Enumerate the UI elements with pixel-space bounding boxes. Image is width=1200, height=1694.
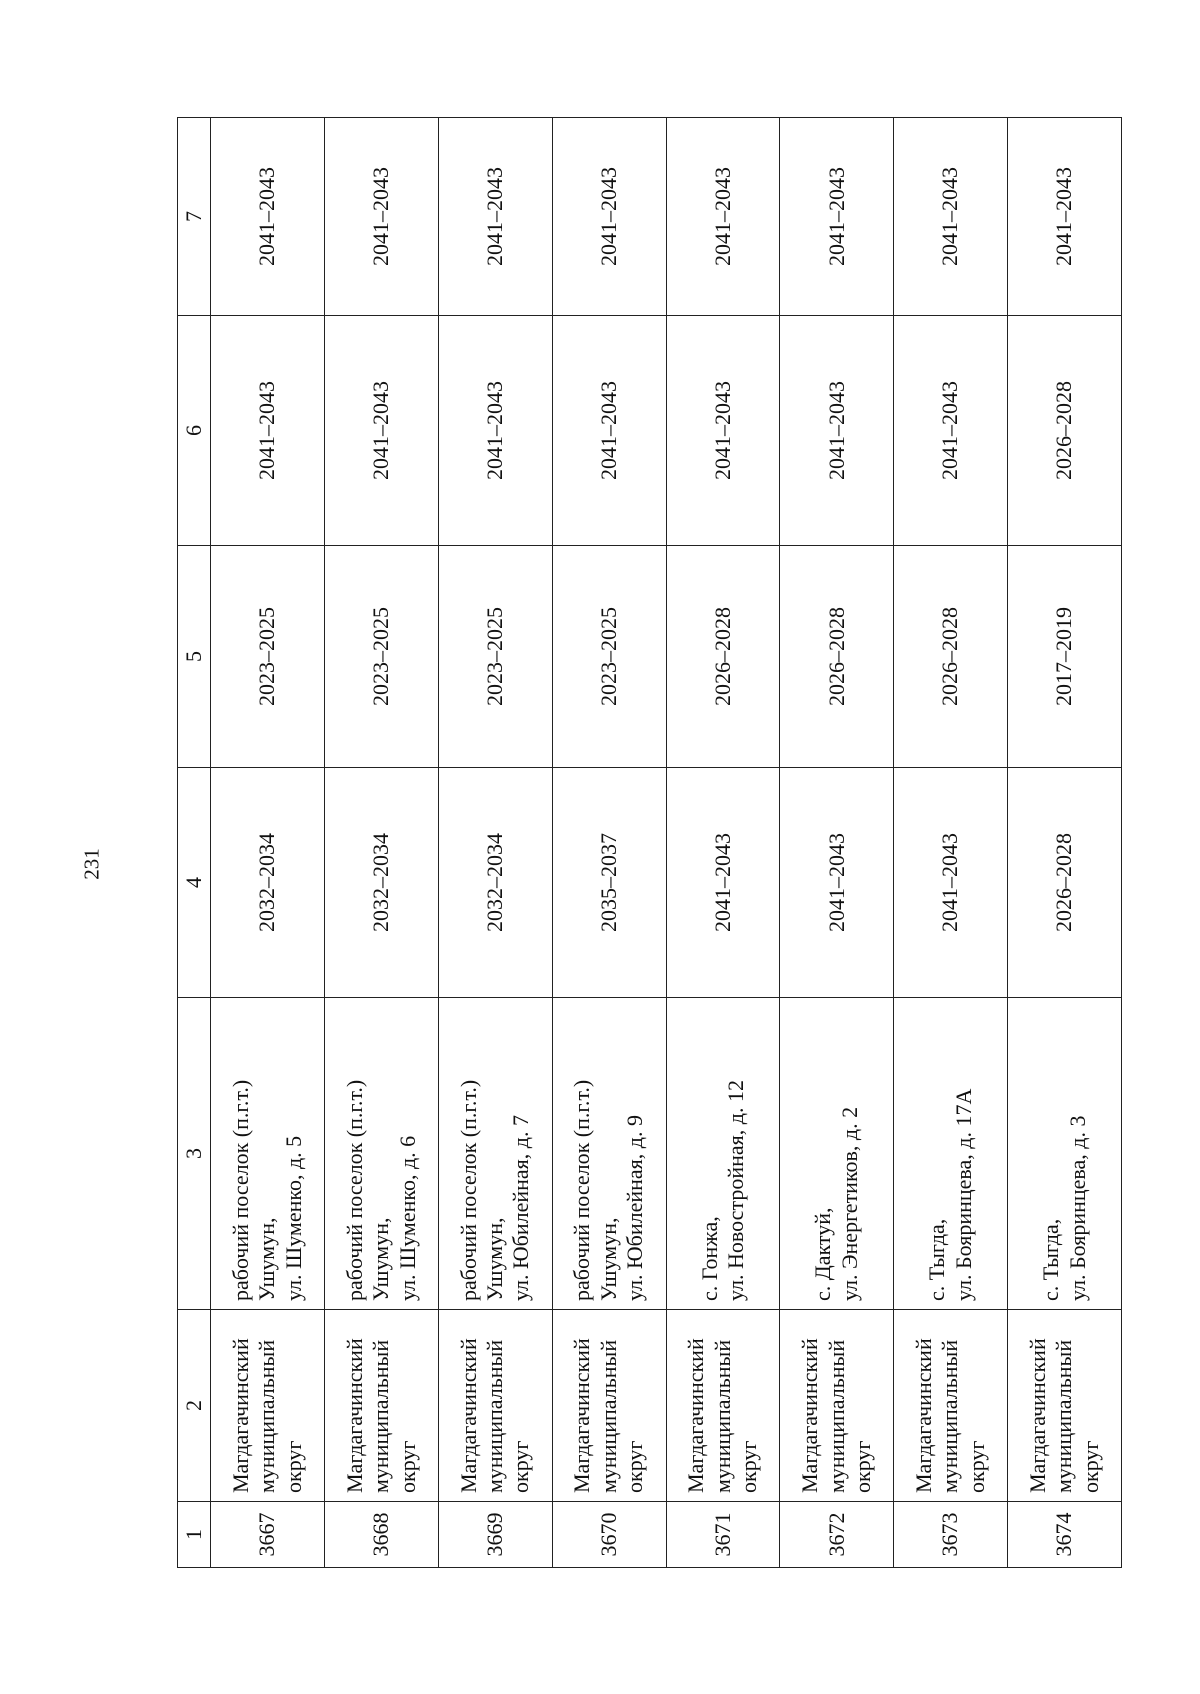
period-cell-c7: 2041–2043 bbox=[1008, 118, 1122, 316]
period-cell-c6: 2026–2028 bbox=[1008, 316, 1122, 546]
table-row bbox=[552, 118, 666, 1568]
address-cell bbox=[666, 998, 780, 1310]
district-line: муниципальный bbox=[481, 1339, 507, 1493]
table-row bbox=[211, 118, 325, 1568]
period-cell-c6: 2041–2043 bbox=[438, 316, 552, 546]
period-cell-c4: 2035–2037 bbox=[552, 768, 666, 998]
period-cell-c5: 2023–2025 bbox=[211, 546, 325, 768]
address-line: ул. Бояринцева, д. 17А bbox=[950, 1088, 976, 1301]
period-cell-c5: 2026–2028 bbox=[666, 546, 780, 768]
table-body bbox=[211, 118, 1122, 1568]
row-number-cell: 3668 bbox=[324, 1502, 438, 1568]
address-line: рабочий поселок (п.г.т.) bbox=[569, 1079, 595, 1301]
district-line: Магдагачинский bbox=[455, 1338, 481, 1493]
district-line: Магдагачинский bbox=[911, 1338, 937, 1493]
address-line: ул. Шуменко, д. 5 bbox=[280, 1135, 306, 1301]
address-line: Ушумун, bbox=[254, 1217, 280, 1301]
period-cell-c7: 2041–2043 bbox=[324, 118, 438, 316]
district-line: муниципальный bbox=[368, 1339, 394, 1493]
period-cell-c6: 2041–2043 bbox=[211, 316, 325, 546]
row-number-cell: 3672 bbox=[780, 1502, 894, 1568]
period-cell-c5: 2026–2028 bbox=[894, 546, 1008, 768]
period-cell-c4: 2041–2043 bbox=[666, 768, 780, 998]
row-number-cell: 3669 bbox=[438, 1502, 552, 1568]
period-cell-c5: 2017–2019 bbox=[1008, 546, 1122, 768]
table-row bbox=[666, 118, 780, 1568]
address-line: с. Дактуй, bbox=[810, 1207, 836, 1301]
address-line: с. Тыгда, bbox=[1038, 1218, 1064, 1301]
period-cell-c4: 2032–2034 bbox=[211, 768, 325, 998]
district-line: округ bbox=[622, 1440, 648, 1493]
address-cell bbox=[324, 998, 438, 1310]
period-cell-c7: 2041–2043 bbox=[780, 118, 894, 316]
district-cell bbox=[666, 1310, 780, 1502]
district-line: муниципальный bbox=[709, 1339, 735, 1493]
period-cell-c4: 2032–2034 bbox=[324, 768, 438, 998]
row-number-cell: 3671 bbox=[666, 1502, 780, 1568]
address-line: Ушумун, bbox=[595, 1217, 621, 1301]
address-line: ул. Юбилейная, д. 7 bbox=[508, 1115, 534, 1301]
district-line: Магдагачинский bbox=[569, 1338, 595, 1493]
document-page: 231 1 2 3 4 5 6 7 3667 Магдагачинский муниципальный округ рабочий поселок (п.г.т.) Ушумун, ул. Шуменко, д. 5 2032–2034 2023–2025 2041–2043 2041–2043 3668 Магдагачинский муниципальный округ рабочий поселок (п.г.т.) Ушумун, ул. Шуменко, д. 6 2032–2034 2023–2025 2041–2043 2041–2043 3669 Магдагачинский муниципальный округ рабочий поселок (п.г.т.) Ушумун, ул. Юбилейная, д. 7 2032–2034 2023–2025 2041–2043 2041–2043 3670 Магдагачинский муниципальный округ рабочий поселок (п.г.т.) Ушумун, ул. Юбилейная, д. 9 2035–2037 2023–2025 2041–2043 2041–2043 3671 Магдагачинский муниципальный округ с. Гонжа, ул. Новостройная, д. 12 2041–2043 2026–2028 2041–2043 2041–2043 3672 Магдагачинский муниципальный округ с. Дактуй, ул. Энергетиков, д. 2 2041–2043 2026–2028 2041–2043 2041–2043 3673 Магдагачинский муниципальный округ с. Тыгда, ул. Бояринцева, д. 17А 2041–2043 2026–2028 2041–2043 2041–2043 3674 Магдагачинский муниципальный округ с. Тыгда, ул. Бояринцева, д. 3 2026–2028 2017–2019 2026–2028 2041–2043 bbox=[0, 0, 1200, 1694]
header-cell: 2 bbox=[178, 1310, 211, 1502]
district-line: Магдагачинский bbox=[797, 1338, 823, 1493]
table-row bbox=[780, 118, 894, 1568]
district-line: Магдагачинский bbox=[341, 1338, 367, 1493]
district-line: округ bbox=[508, 1440, 534, 1493]
period-cell-c7: 2041–2043 bbox=[438, 118, 552, 316]
period-cell-c7: 2041–2043 bbox=[211, 118, 325, 316]
period-cell-c5: 2023–2025 bbox=[438, 546, 552, 768]
address-cell bbox=[438, 998, 552, 1310]
district-cell bbox=[780, 1310, 894, 1502]
period-cell-c4: 2032–2034 bbox=[438, 768, 552, 998]
address-cell bbox=[1008, 998, 1122, 1310]
district-line: муниципальный bbox=[595, 1339, 621, 1493]
period-cell-c5: 2026–2028 bbox=[780, 546, 894, 768]
period-cell-c7: 2041–2043 bbox=[552, 118, 666, 316]
district-line: округ bbox=[736, 1440, 762, 1493]
period-cell-c5: 2023–2025 bbox=[552, 546, 666, 768]
address-cell bbox=[552, 998, 666, 1310]
period-cell-c5: 2023–2025 bbox=[324, 546, 438, 768]
district-line: Магдагачинский bbox=[1024, 1338, 1050, 1493]
period-cell-c7: 2041–2043 bbox=[666, 118, 780, 316]
district-cell bbox=[552, 1310, 666, 1502]
address-line: с. Гонжа, bbox=[696, 1216, 722, 1301]
address-line: ул. Новостройная, д. 12 bbox=[722, 1080, 748, 1301]
period-cell-c6: 2041–2043 bbox=[324, 316, 438, 546]
table-row bbox=[438, 118, 552, 1568]
address-line: рабочий поселок (п.г.т.) bbox=[341, 1079, 367, 1301]
district-line: округ bbox=[1077, 1440, 1103, 1493]
district-line: Магдагачинский bbox=[227, 1338, 253, 1493]
row-number-cell: 3674 bbox=[1008, 1502, 1122, 1568]
period-cell-c7: 2041–2043 bbox=[894, 118, 1008, 316]
address-line: рабочий поселок (п.г.т.) bbox=[227, 1079, 253, 1301]
district-cell bbox=[324, 1310, 438, 1502]
period-cell-c6: 2041–2043 bbox=[780, 316, 894, 546]
row-number-cell: 3670 bbox=[552, 1502, 666, 1568]
district-line: муниципальный bbox=[937, 1339, 963, 1493]
address-line: ул. Бояринцева, д. 3 bbox=[1064, 1115, 1090, 1301]
district-line: округ bbox=[280, 1440, 306, 1493]
period-cell-c4: 2041–2043 bbox=[894, 768, 1008, 998]
row-number-cell: 3673 bbox=[894, 1502, 1008, 1568]
address-line: рабочий поселок (п.г.т.) bbox=[455, 1079, 481, 1301]
period-cell-c6: 2041–2043 bbox=[666, 316, 780, 546]
address-line: Ушумун, bbox=[368, 1217, 394, 1301]
address-cell bbox=[211, 998, 325, 1310]
district-line: округ bbox=[963, 1440, 989, 1493]
period-cell-c4: 2026–2028 bbox=[1008, 768, 1122, 998]
district-cell bbox=[438, 1310, 552, 1502]
header-cell: 3 bbox=[178, 998, 211, 1310]
header-cell: 4 bbox=[178, 768, 211, 998]
period-cell-c4: 2041–2043 bbox=[780, 768, 894, 998]
district-line: муниципальный bbox=[1051, 1339, 1077, 1493]
address-line: ул. Шуменко, д. 6 bbox=[394, 1135, 420, 1301]
district-line: округ bbox=[394, 1440, 420, 1493]
header-cell: 7 bbox=[178, 118, 211, 316]
header-cell: 6 bbox=[178, 316, 211, 546]
table-header bbox=[178, 118, 211, 1568]
rotated-table-container bbox=[177, 118, 1122, 1568]
district-line: муниципальный bbox=[823, 1339, 849, 1493]
period-cell-c6: 2041–2043 bbox=[552, 316, 666, 546]
district-cell bbox=[1008, 1310, 1122, 1502]
table-row bbox=[1008, 118, 1122, 1568]
row-number-cell: 3667 bbox=[211, 1502, 325, 1568]
district-line: Магдагачинский bbox=[683, 1338, 709, 1493]
address-line: с. Тыгда, bbox=[924, 1218, 950, 1301]
header-cell: 5 bbox=[178, 546, 211, 768]
district-line: округ bbox=[850, 1440, 875, 1493]
address-line: ул. Энергетиков, д. 2 bbox=[836, 1106, 862, 1301]
district-line: муниципальный bbox=[254, 1339, 280, 1493]
header-cell: 1 bbox=[178, 1502, 211, 1568]
address-cell bbox=[894, 998, 1008, 1310]
address-line: ул. Юбилейная, д. 9 bbox=[622, 1115, 648, 1301]
data-table bbox=[177, 117, 1122, 1568]
table-row bbox=[894, 118, 1008, 1568]
district-cell bbox=[211, 1310, 325, 1502]
address-line: Ушумун, bbox=[481, 1217, 507, 1301]
period-cell-c6: 2041–2043 bbox=[894, 316, 1008, 546]
table-row bbox=[324, 118, 438, 1568]
address-cell bbox=[780, 998, 894, 1310]
district-cell bbox=[894, 1310, 1008, 1502]
header-row bbox=[178, 118, 211, 1568]
